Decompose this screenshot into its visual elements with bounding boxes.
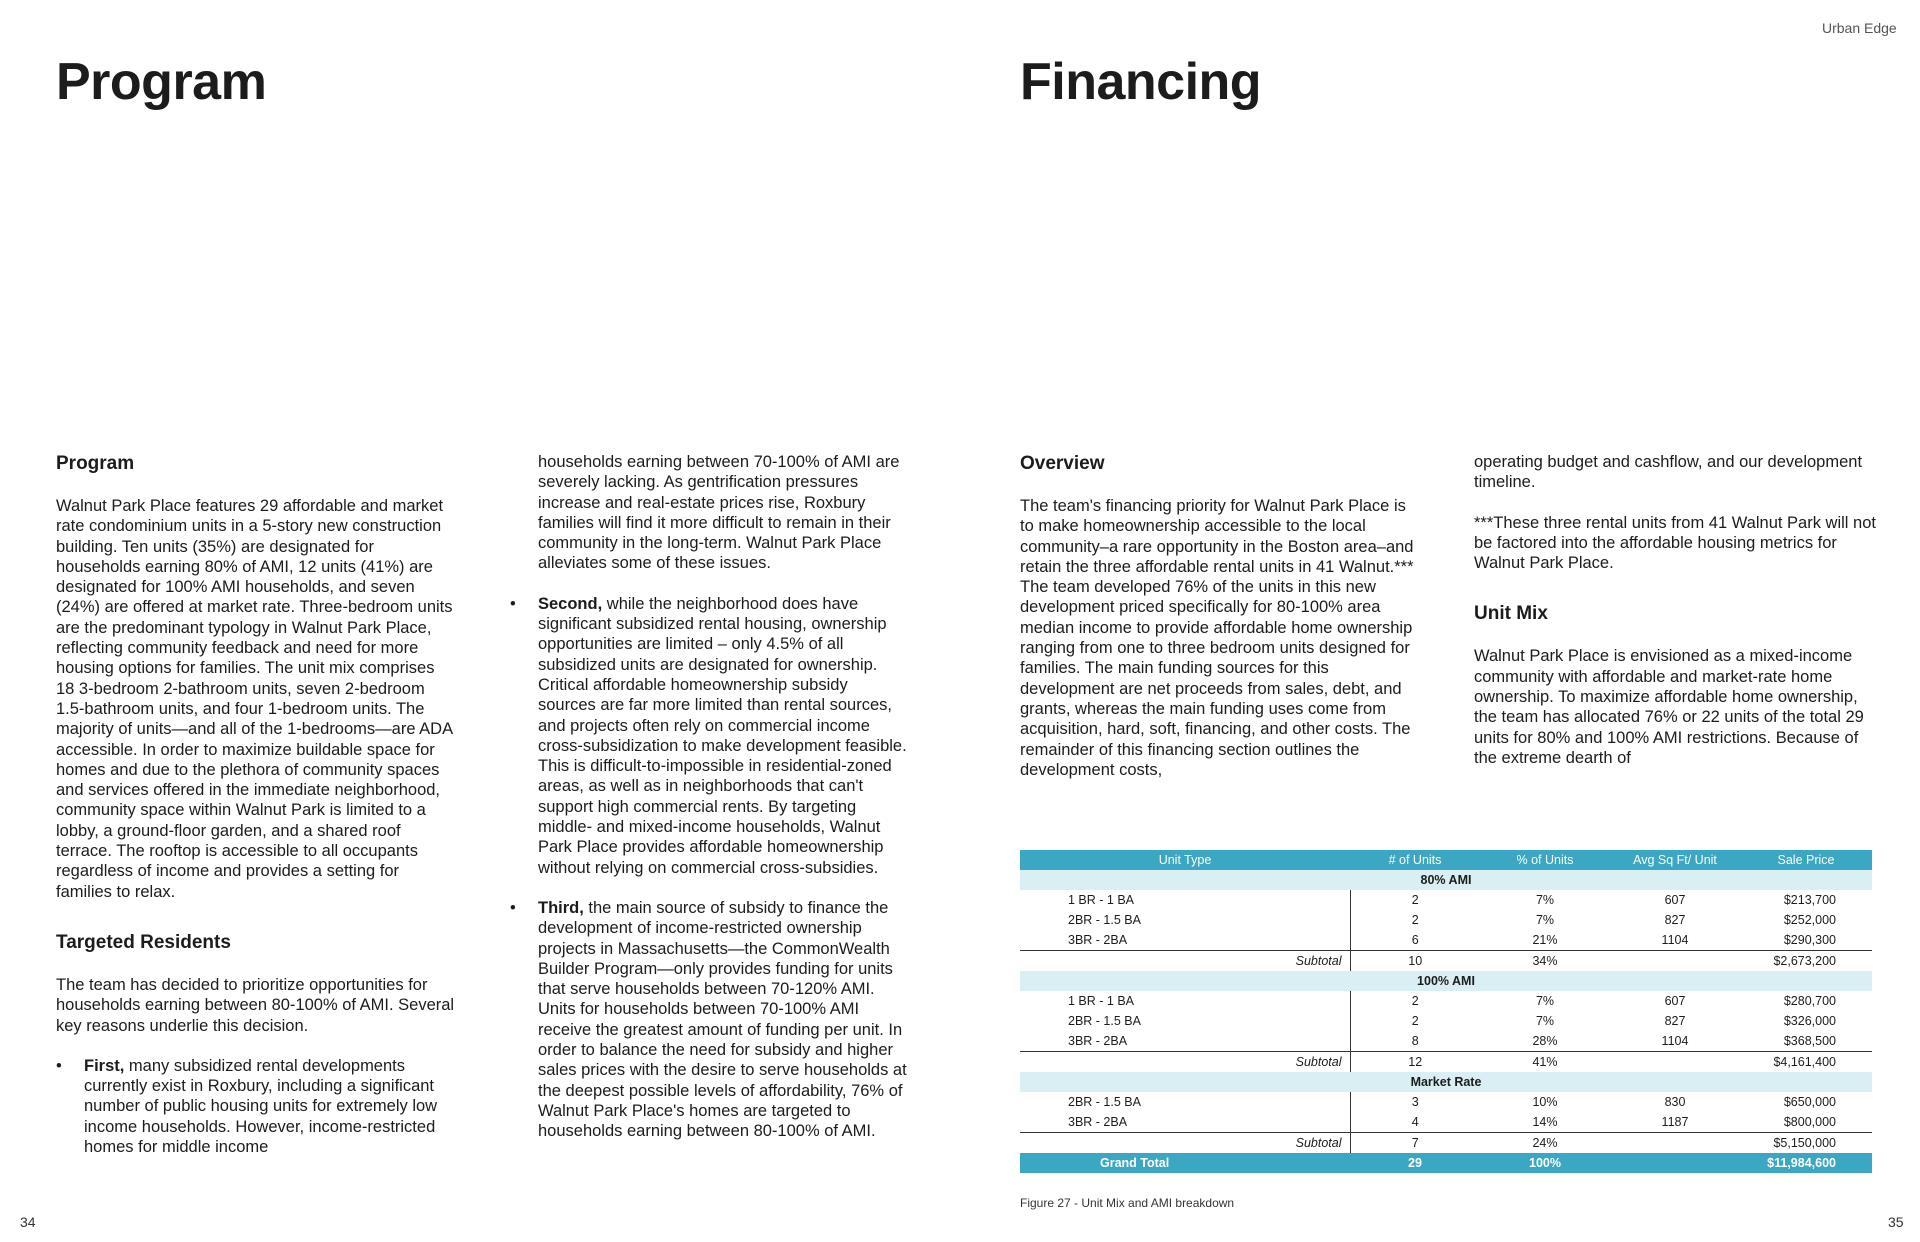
- cell-num-units: 6: [1411, 933, 1419, 947]
- page-title-financing: Financing: [1020, 53, 1262, 111]
- cell-avg-sqft: 1104: [1661, 933, 1689, 947]
- subtotal-price: $4,161,400: [1740, 1052, 1872, 1073]
- cell-num-units: 2: [1411, 893, 1419, 907]
- reasons-list-continued: [510, 594, 910, 1142]
- table-subtotal-row: [1020, 1133, 1872, 1154]
- unit-mix-paragraph: Walnut Park Place is envisioned as a mixed-income community with affordable and market-rate home ownership. To maximize affordable home ownership, the team has allocated 76% or 22 units of the total 29 units for 80% and 100% AMI restrictions. Because of the extreme dearth of: [1474, 647, 1864, 767]
- reason-second-lead: Second,: [538, 594, 603, 613]
- cell-sale-price: $252,000: [1783, 913, 1836, 927]
- cell-unit-type: 2BR - 1.5 BA: [1020, 1092, 1350, 1112]
- cell-num-units: 3: [1411, 1095, 1419, 1109]
- cell-pct-units: 10%: [1532, 1095, 1558, 1109]
- grand-total-label: Grand Total: [1020, 1153, 1350, 1173]
- table-row: [1020, 1112, 1872, 1133]
- cell-avg-sqft: 830: [1664, 1095, 1686, 1109]
- header-brand: Urban Edge: [1822, 20, 1897, 36]
- section-heading-unit-mix: Unit Mix: [1474, 603, 1548, 625]
- cell-num-units: 2: [1411, 994, 1419, 1008]
- cell-unit-type: 3BR - 2BA: [1020, 930, 1350, 951]
- table-row: [1020, 1011, 1872, 1031]
- overview-paragraph: The team's financing priority for Walnut Park Place is to make homeownership accessible to the local community–a rare opportunity in the Boston area–and retain the three affordable rental units in 41 Walnut.*** The team developed 76% of the units in this new development priced specifically for 80-100% area median income to provide affordable home ownership ranging from one to three bedroom units designed for families. The main funding sources for this development are net proceeds from sales, debt, and grants, whereas the main funding uses come from acquisition, hard, soft, financing, and other costs. The remainder of this financing section outlines the development costs,: [1020, 497, 1414, 779]
- table-row: [1020, 1092, 1872, 1112]
- cell-avg-sqft: 827: [1664, 913, 1686, 927]
- subtotal-label: Subtotal: [1020, 951, 1350, 972]
- page-number-left: 34: [20, 1214, 36, 1230]
- table-row: [1020, 930, 1872, 951]
- section-heading-targeted-residents: Targeted Residents: [56, 931, 231, 953]
- table-group-row: [1020, 971, 1872, 991]
- cell-avg-sqft: 1104: [1661, 1034, 1689, 1048]
- table-group-row: [1020, 870, 1872, 890]
- cell-pct-units: 7%: [1535, 994, 1555, 1008]
- cell-sale-price: $800,000: [1783, 1115, 1836, 1129]
- subtotal-pct: 34%: [1480, 951, 1610, 972]
- financing-column-1: [1020, 452, 1420, 780]
- grand-total-pct: 100%: [1480, 1153, 1610, 1173]
- table-subtotal-row: [1020, 951, 1872, 972]
- program-column-2: [510, 452, 910, 1162]
- grand-total-sqft: [1610, 1153, 1740, 1173]
- cell-unit-type: 2BR - 1.5 BA: [1020, 1011, 1350, 1031]
- cell-pct-units: 7%: [1535, 913, 1555, 927]
- group-label: 80% AMI: [1020, 870, 1872, 890]
- cell-unit-type: 3BR - 2BA: [1020, 1031, 1350, 1052]
- subtotal-units: 10: [1350, 951, 1480, 972]
- subtotal-pct: 41%: [1480, 1052, 1610, 1073]
- cell-unit-type: 2BR - 1.5 BA: [1020, 910, 1350, 930]
- table-row: [1020, 1031, 1872, 1052]
- footnote-rental-units: ***These three rental units from 41 Walnut Park will not be factored into the affordable housing metrics for Walnut Park Place.: [1474, 513, 1876, 573]
- col-header-pct-units: % of Units: [1480, 850, 1610, 870]
- grand-total-units: 29: [1350, 1153, 1480, 1173]
- subtotal-price: $2,673,200: [1740, 951, 1872, 972]
- cell-pct-units: 7%: [1535, 1014, 1555, 1028]
- subtotal-units: 12: [1350, 1052, 1480, 1073]
- col-header-sale-price: Sale Price: [1740, 850, 1872, 870]
- table-row: [1020, 890, 1872, 910]
- col-header-num-units: # of Units: [1350, 850, 1480, 870]
- cell-sale-price: $280,700: [1783, 994, 1836, 1008]
- subtotal-sqft: [1610, 1052, 1740, 1073]
- page-title-program: Program: [56, 53, 267, 111]
- reason-first-text: many subsidized rental developments currently exist in Roxbury, including a significant number of public housing units for extremely low income households. However, income-restricted homes for middle income: [84, 1056, 438, 1157]
- cell-num-units: 4: [1411, 1115, 1419, 1129]
- reason-third-text: the main source of subsidy to finance the development of income-restricted ownership projects in Massachusetts—the CommonWealth Builder Program—only provides funding for units that serve households between 70-120% AMI. Units for households between 70-100% AMI receive the greatest amount of funding per unit. In order to balance the need for subsidy and higher sales prices with the desire to serve households at the deepest possible levels of affordability, 76% of Walnut Park Place's homes are targeted to households earning between 80-100% of AMI.: [538, 898, 907, 1141]
- cell-unit-type: 1 BR - 1 BA: [1020, 890, 1350, 910]
- section-heading-overview: Overview: [1020, 453, 1105, 474]
- reason-first: [56, 1056, 456, 1157]
- cell-pct-units: 7%: [1535, 893, 1555, 907]
- reason-first-continued: households earning between 70-100% of AMI are severely lacking. As gentrification pressures increase and real-estate prices rise, Roxbury families will find it more difficult to remain in their community in the long-term. Walnut Park Place alleviates some of these issues.: [538, 453, 900, 573]
- reason-third: [510, 898, 910, 1142]
- subtotal-pct: 24%: [1480, 1133, 1610, 1154]
- table-body: [1020, 870, 1872, 1173]
- cell-pct-units: 14%: [1532, 1115, 1558, 1129]
- financing-column-2: [1474, 452, 1878, 768]
- reason-third-lead: Third,: [538, 898, 584, 917]
- cell-unit-type: 1 BR - 1 BA: [1020, 991, 1350, 1011]
- subtotal-label: Subtotal: [1020, 1052, 1350, 1073]
- cell-sale-price: $368,500: [1783, 1034, 1836, 1048]
- targeted-residents-paragraph: The team has decided to prioritize opportunities for households earning between 80-100% of AMI. Several key reasons underlie this decision.: [56, 975, 455, 1035]
- col-header-unit-type: Unit Type: [1020, 850, 1350, 870]
- cell-num-units: 2: [1411, 1014, 1419, 1028]
- cell-num-units: 8: [1411, 1034, 1419, 1048]
- subtotal-sqft: [1610, 1133, 1740, 1154]
- group-label: 100% AMI: [1020, 971, 1872, 991]
- subtotal-label: Subtotal: [1020, 1133, 1350, 1154]
- cell-pct-units: 28%: [1532, 1034, 1558, 1048]
- cell-avg-sqft: 607: [1664, 994, 1686, 1008]
- table-row: [1020, 910, 1872, 930]
- reason-first-lead: First,: [84, 1056, 125, 1075]
- table-group-row: [1020, 1072, 1872, 1092]
- cell-sale-price: $650,000: [1783, 1095, 1836, 1109]
- table-row: [1020, 991, 1872, 1011]
- cell-avg-sqft: 607: [1664, 893, 1686, 907]
- reason-second-text: while the neighborhood does have significant subsidized rental housing, ownership opportunities are limited – only 4.5% of all subsidized units are designated for ownership. Critical affordable homeownership subsidy sources are far more limited than rental sources, and projects often rely on commercial income cross-subsidization to make development feasible. This is difficult-to-impossible in residential-zoned areas, as well as in neighborhoods that can't support high commercial rents. By targeting middle- and mixed-income households, Walnut Park Place provides affordable homeownership without relying on commercial cross-subsidies.: [538, 594, 907, 877]
- subtotal-units: 7: [1350, 1133, 1480, 1154]
- cell-sale-price: $213,700: [1783, 893, 1836, 907]
- reasons-list: [56, 1056, 456, 1157]
- program-paragraph: Walnut Park Place features 29 affordable and market rate condominium units in a 5-story new construction building. Ten units (35%) are designated for households earning 80% of AMI, 12 units (41%) are designated for 100% AMI households, and seven (24%) are offered at market rate. Three-bedroom units are the predominant typology in Walnut Park Place, reflecting community feedback and need for more housing options for families. The unit mix comprises 18 3-bedroom 2-bathroom units, seven 2-bedroom 1.5-bathroom units, and four 1-bedroom units. The majority of units—and all of the 1-bedrooms—are ADA accessible. In order to maximize buildable space for homes and due to the plethora of community spaces and services offered in the immediate neighborhood, community space within Walnut Park is limited to a lobby, a ground-floor garden, and a shared roof terrace. The rooftop is accessible to all occupants regardless of income and provides a setting for families to relax.: [56, 497, 453, 901]
- cell-avg-sqft: 827: [1664, 1014, 1686, 1028]
- table-subtotal-row: [1020, 1052, 1872, 1073]
- group-label: Market Rate: [1020, 1072, 1872, 1092]
- table-grand-total-row: [1020, 1153, 1872, 1173]
- table-header-row: [1020, 850, 1872, 870]
- unit-mix-table: [1020, 850, 1872, 1173]
- grand-total-price: $11,984,600: [1740, 1153, 1872, 1173]
- cell-sale-price: $326,000: [1783, 1014, 1836, 1028]
- figure-caption: Figure 27 - Unit Mix and AMI breakdown: [1020, 1196, 1235, 1210]
- cell-pct-units: 21%: [1532, 933, 1558, 947]
- cell-avg-sqft: 1187: [1661, 1115, 1689, 1129]
- subtotal-sqft: [1610, 951, 1740, 972]
- overview-continued: operating budget and cashflow, and our development timeline.: [1474, 453, 1863, 492]
- subtotal-price: $5,150,000: [1740, 1133, 1872, 1154]
- cell-unit-type: 3BR - 2BA: [1020, 1112, 1350, 1133]
- program-column-1: [56, 452, 456, 1177]
- reason-second: [510, 594, 910, 878]
- cell-sale-price: $290,300: [1783, 933, 1836, 947]
- col-header-avg-sqft: Avg Sq Ft/ Unit: [1610, 850, 1740, 870]
- cell-num-units: 2: [1411, 913, 1419, 927]
- page-number-right: 35: [1888, 1214, 1904, 1230]
- section-heading-program: Program: [56, 453, 135, 474]
